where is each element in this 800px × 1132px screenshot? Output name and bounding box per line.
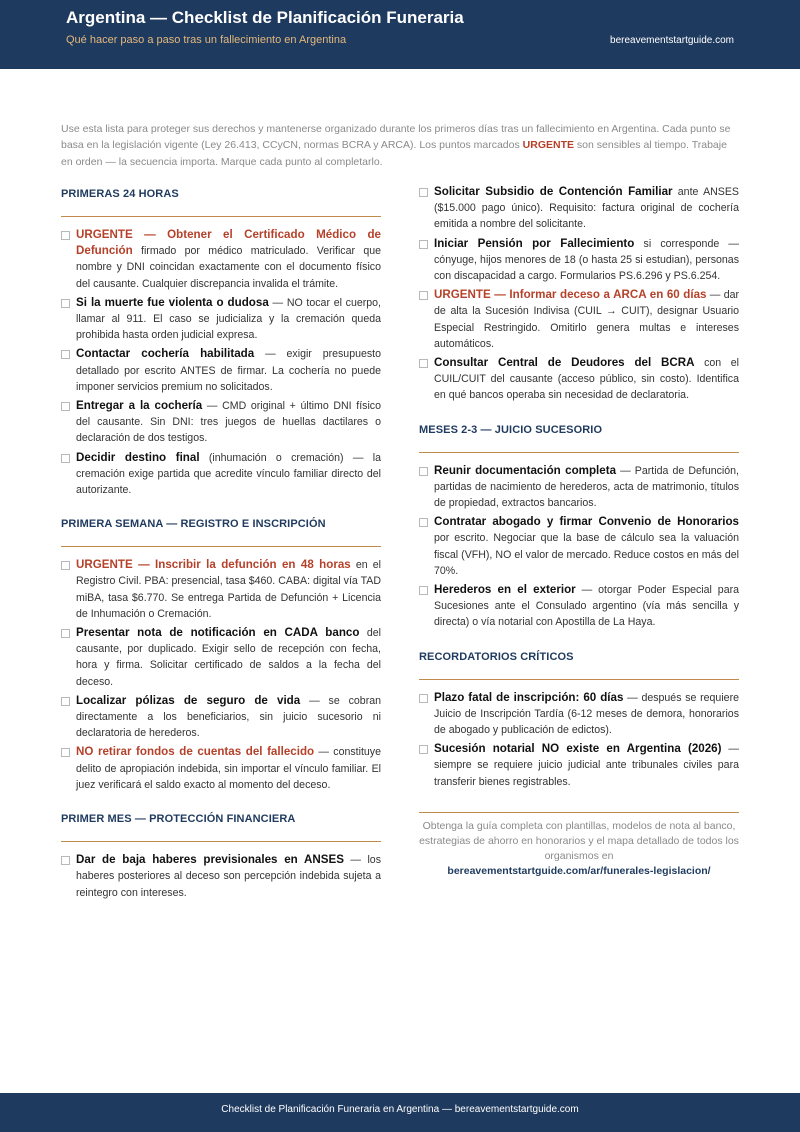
checklist-item-lead: Reunir documentación completa [434, 463, 617, 477]
section-title: PRIMERA SEMANA — REGISTRO E INSCRIPCIÓN [61, 514, 381, 547]
section-title: PRIMER MES — PROTECCIÓN FINANCIERA [61, 809, 381, 842]
checkbox[interactable] [419, 745, 428, 754]
checklist-item [419, 287, 739, 352]
checklist-item-text: — NO tocar el cuerpo, llamar al 911. El caso se judicializa y la cremación queda prohibida hasta orden judicial expresa. [76, 296, 381, 342]
checklist-item [419, 514, 739, 579]
checklist-item-lead: Dar de baja haberes previsionales en ANSES [76, 853, 344, 867]
checklist-item-text: — otorgar Poder Especial para Sucesiones ante el Consulado argentino (vía más sencilla y directa) o vía notarial con Apostilla de La Haya. [434, 584, 740, 629]
checklist-item [61, 625, 381, 690]
checkbox[interactable] [61, 561, 70, 570]
checklist-section [61, 809, 381, 901]
checklist-item [419, 463, 739, 512]
checkbox[interactable] [61, 350, 70, 359]
cta-link[interactable]: bereavementstartguide.com/ar/funerales-legislacion/ [447, 864, 711, 877]
checkbox[interactable] [419, 291, 428, 300]
checklist-item-text: — siempre se requiere juicio judicial ante tribunales civiles para transferir bienes registrables. [434, 743, 739, 788]
checklist-item [61, 450, 381, 499]
checkbox[interactable] [61, 748, 70, 757]
page-header [0, 0, 800, 69]
checkbox[interactable] [419, 694, 428, 703]
checklist-item [61, 852, 381, 901]
right-sections [419, 420, 739, 790]
checklist-item [61, 398, 381, 447]
checkbox[interactable] [61, 697, 70, 706]
section-title: MESES 2-3 — JUICIO SUCESORIO [419, 420, 739, 453]
checkbox[interactable] [419, 518, 428, 527]
checklist-item-lead: URGENTE — Obtener el Certificado Médico de Defunción [76, 228, 381, 258]
checklist-item [419, 355, 739, 404]
cta-text: Obtenga la guía completa con plantillas, modelos de nota al banco, estrategias de ahorro en honorarios y el mapa detallado de todos los organismos en [419, 819, 739, 862]
checklist-item [61, 744, 381, 793]
checklist-item [61, 557, 381, 622]
checklist-item [419, 582, 739, 631]
checklist-item-text: por escrito. Negociar que la base de cálculo sea la valuación fiscal (VFH), NO el valor de mercado. Reduce costos en más del 70%. [434, 532, 739, 577]
section-title: PRIMERAS 24 HORAS [61, 184, 381, 217]
checklist-section [419, 647, 739, 790]
checklist-section [61, 514, 381, 793]
section-title: RECORDATORIOS CRÍTICOS [419, 647, 739, 680]
checklist-item-text: — los haberes posteriores al deceso son percepción indebida sujeta a reintegro con intereses. [76, 854, 381, 899]
checklist-item-lead: Localizar pólizas de seguro de vida [76, 693, 301, 707]
checklist-item-lead: NO retirar fondos de cuentas del fallecido [76, 745, 315, 759]
checkbox[interactable] [419, 240, 428, 249]
checklist-item [419, 236, 739, 285]
checklist-item [419, 690, 739, 739]
checklist-item-lead: URGENTE — Informar deceso a ARCA en 60 días [434, 288, 707, 302]
checklist-item-lead: Solicitar Subsidio de Contención Familiar [434, 185, 673, 198]
checkbox[interactable] [419, 586, 428, 595]
checklist-item [61, 693, 381, 742]
right-top-items [419, 184, 739, 404]
checklist-item-lead: Contactar cochería habilitada [76, 347, 255, 361]
checklist-item-text: ante ANSES ($15.000 pago único). Requisito: factura original de cochería emitida a nombre del solicitante. [434, 186, 739, 231]
checklist-item [61, 227, 381, 292]
checkbox[interactable] [419, 467, 428, 476]
checklist-item [61, 346, 381, 395]
checklist-item-lead: Plazo fatal de inscripción: 60 días [434, 690, 624, 704]
page-subtitle: Qué hacer paso a paso tras un fallecimiento en Argentina [66, 34, 347, 46]
checklist-item [61, 295, 381, 344]
intro-text-before: Use esta lista para proteger sus derechos y mantenerse organizado durante los primeros días tras un fallecimiento en Argentina. Cada punto se basa en la legislación vigente (Ley 26.413, CCyCN, normas BCRA y ARCA). Los puntos marcados [61, 123, 731, 152]
cta-block [419, 812, 739, 879]
checklist-item-lead: Contratar abogado y firmar Convenio de Honorarios [434, 515, 739, 529]
checklist-item-lead: URGENTE — Inscribir la defunción en 48 horas [76, 558, 351, 572]
checkbox[interactable] [61, 629, 70, 638]
checklist-item-text: en el Registro Civil. PBA: presencial, tasa $460. CABA: digital vía TAD miBA, tasa $6.770. Se entrega Partida de Defunción + Licencia de Inhumación o Cremación. [76, 559, 381, 620]
checklist-section [61, 184, 381, 498]
checkbox[interactable] [61, 402, 70, 411]
checklist-item-lead: Si la muerte fue violenta o dudosa [76, 295, 269, 309]
checklist-item [419, 184, 739, 233]
checklist-item-text: — después se requiere Juicio de Inscripción Tardía (6-12 meses de demora, honorarios de abogado y publicación de edictos). [434, 691, 739, 737]
intro-text-after: son sensibles al tiempo. Trabaje en orden — la secuencia importa. Marque cada punto al completarlo. [61, 139, 727, 168]
checklist-item-text: — constituye delito de apropiación indebida, sin importar el vínculo familiar. El juez verificará el saldo exacto al momento del deceso. [76, 746, 381, 791]
checkbox[interactable] [419, 359, 428, 368]
checklist-item-lead: Sucesión notarial NO existe en Argentina (2026) [434, 742, 722, 756]
checkbox[interactable] [61, 231, 70, 240]
checklist-item-text: (inhumación o cremación) — la cremación exige partida que acredite vínculo familiar directo del autorizante. [76, 451, 381, 497]
checklist-item-lead: Presentar nota de notificación en CADA banco [76, 626, 360, 640]
checklist-item-lead: Entregar a la cochería [76, 399, 203, 413]
checklist-item-text: — CMD original + último DNI físico del causante. Sin DNI: tres juegos de huellas dactilares o declaración de dos testigos. [76, 400, 381, 445]
checklist-item-lead: Consultar Central de Deudores del BCRA [434, 356, 695, 370]
checklist-item-text: — dar de alta la Sucesión Indivisa (CUIL → CUIT), designar Usuario Especial Restringido. Omitirlo genera multas e intereses automáticos. [434, 289, 740, 350]
checkbox[interactable] [61, 856, 70, 865]
header-site-link[interactable]: bereavementstartguide.com [610, 35, 734, 46]
checkbox[interactable] [61, 299, 70, 308]
left-column [61, 184, 381, 917]
checklist-item-text: con el CUIL/CUIT del causante (acceso público, sin costo). Identifica en qué bancos operaba sin necesidad de declaratoria. [434, 357, 739, 402]
intro-urgent-word: URGENTE [522, 139, 574, 152]
checklist-item-lead: Decidir destino final [76, 450, 200, 464]
checklist-item-text: firmado por médico matriculado. Verificar que nombre y DNI coincidan exactamente con el documento físico del causante. Cualquier discrepancia invalida el trámite. [76, 245, 381, 290]
intro-paragraph [61, 121, 740, 170]
checkbox[interactable] [419, 188, 428, 197]
checklist-item-lead: Herederos en el exterior [434, 583, 576, 597]
checkbox[interactable] [61, 454, 70, 463]
checklist-item-text: del causante, por duplicado. Exigir sello de recepción con fecha, hora y firma. Solicitar certificado de saldos a la fecha del deceso. [76, 627, 381, 688]
page-footer: Checklist de Planificación Funeraria en Argentina — bereavementstartguide.com [0, 1093, 800, 1132]
page-title: Argentina — Checklist de Planificación Funeraria [66, 8, 464, 27]
checklist-item-text: — se cobran directamente a los beneficiarios, sin juicio sucesorio ni declaratoria de herederos. [76, 694, 381, 740]
checklist-item [419, 741, 739, 790]
checklist-item-lead: Iniciar Pensión por Fallecimiento [434, 236, 635, 250]
checklist-section [419, 420, 739, 631]
right-column [419, 184, 739, 879]
checklist-item-text: si corresponde — cónyuge, hijos menores de 18 (o hasta 25 si estudian), personas con discapacidad a cargo. Formularios PS.6.296 y PS.6.254. [434, 237, 739, 283]
checklist-item-text: — exigir presupuesto detallado por escrito ANTES de firmar. La cochería no puede imponer servicios premium no solicitados. [76, 348, 382, 393]
checklist-item-text: — Partida de Defunción, partidas de nacimiento de herederos, acta de matrimonio, títulos de propiedad, extractos bancarios. [434, 464, 739, 510]
